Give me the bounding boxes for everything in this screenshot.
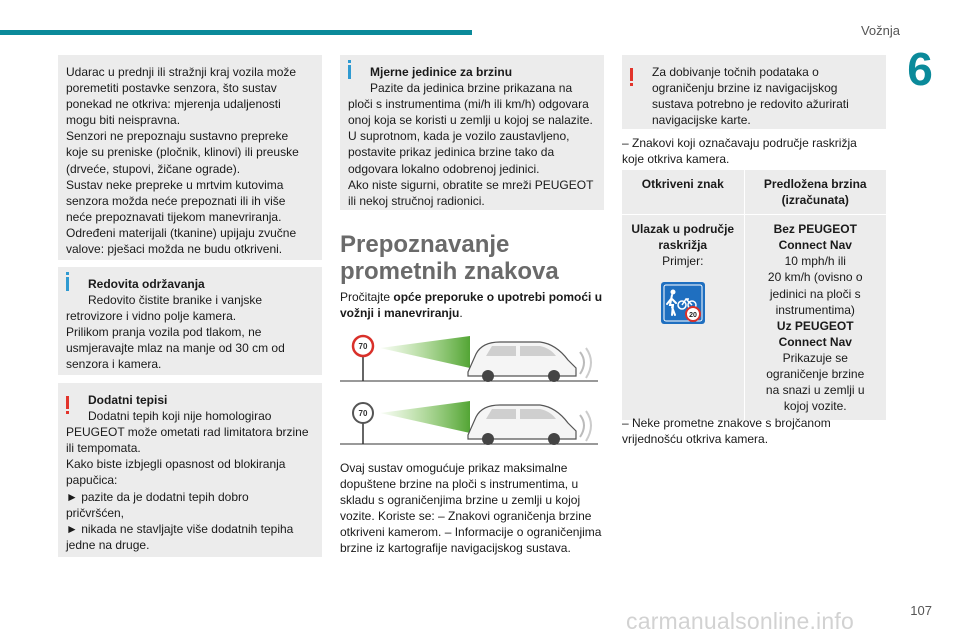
system-description: Ovaj sustav omogućuje prikaz maksimalne dopuštene brzine na ploči s instrumentima, u skladu s ograničenjima brzine u zemlji u kojoj vozite. Koriste se: – Znakovi ograničenja brzine otkriveni kamerom. – Informacije o ograničenjima brzine iz kartografije navigacijskog sustava. <box>340 461 602 556</box>
warning-icon <box>630 68 633 81</box>
camera-beam <box>380 401 470 433</box>
chapter-number: 6 <box>907 43 933 95</box>
navigation-first-line: Za dobivanje točnih podataka o <box>652 65 819 79</box>
maintenance-first-line: Redovito čistite branike i vanjske <box>88 293 263 308</box>
sign-value: 70 <box>358 342 368 351</box>
without-nav-speed: 10 mph/h ili 20 km/h (ovisno o jedinici na ploči s instrumentima) <box>767 254 863 317</box>
read-link-text: opće preporuke o upotrebi pomoći u vožnji i manevriranju <box>340 290 603 321</box>
warning-icon <box>66 396 69 409</box>
speed-units-notice <box>340 55 604 210</box>
section-heading: Prepoznavanje prometnih znakova <box>340 231 559 285</box>
with-nav-title: Uz PEUGEOT Connect Nav <box>776 318 854 349</box>
sign-value: 70 <box>358 409 368 418</box>
camera-recognition-illustration <box>340 393 598 455</box>
car-icon <box>468 405 591 445</box>
info-icon <box>348 65 351 79</box>
speed-sign-icon <box>353 403 373 423</box>
mats-warning <box>58 383 322 557</box>
detected-sign-cell <box>622 215 744 421</box>
page-number: 107 <box>910 603 932 618</box>
sensor-limitations-text: Udarac u prednji ili stražnji kraj vozila može poremetiti postavke senzora, što sustav ponekad ne otkriva: mjerenja udaljenosti mogu biti neispravna. Senzori ne prepoznaju sustavno prepreke koje su preniske (pločnik, klinovi) ili preuske (drveće, stupovi, žičane ograde). Sustav neke prepreke u mrtvim kutovima senzora možda neće prepoznati ili ih više neće prepoznavati tijekom manevriranja. Određeni materijali (tkanine) upijaju zvučne valove: pješaci možda ne budu otkriveni. <box>66 65 299 257</box>
numeric-signs-text: – Neke prometne znakove s brojčanom vrijednošću otkriva kamera. <box>622 416 831 447</box>
read-suffix: . <box>459 306 463 321</box>
mats-title: Dodatni tepisi <box>88 393 168 407</box>
speed-units-title: Mjerne jedinice za brzinu <box>370 65 513 79</box>
watermark: carmanualsonline.info <box>626 608 854 634</box>
camera-detection-illustration <box>340 330 598 392</box>
sensor-limitations-box <box>58 55 322 260</box>
shared-zone-sign-icon <box>660 281 706 325</box>
column-header-suggested-speed: Predložena brzina (izračunata) <box>744 170 886 215</box>
speed-units-content <box>348 64 594 209</box>
maintenance-title: Redovita održavanja <box>88 277 205 291</box>
read-recommendations <box>340 289 604 321</box>
navigation-warning-content <box>630 64 876 128</box>
navigation-text: ograničenju brzine iz navigacijskog sustava potrebno je redovito ažurirati navigacijske karte. <box>652 81 849 128</box>
speed-sign-icon <box>353 336 373 356</box>
sign-title: Ulazak u područje raskrižja <box>631 222 735 253</box>
column-header-detected-sign: Otkriveni znak <box>622 170 744 215</box>
sign-example-label: Primjer: <box>662 254 704 269</box>
mats-warning-content <box>66 392 312 553</box>
zone-signs-text: – Znakovi koji označavaju područje raskrižja koje otkriva kamera. <box>622 136 857 167</box>
suggested-speed-cell <box>744 215 886 421</box>
detected-signs-table <box>622 170 886 420</box>
section-title: Vožnja <box>860 23 900 38</box>
maintenance-notice-content <box>66 276 312 373</box>
with-nav-speed: Prikazuje se ograničenje brzine na snazi u zemlji u kojoj vozite. <box>765 350 865 414</box>
without-nav-title: Bez PEUGEOT Connect Nav <box>773 222 857 253</box>
speed-units-text: ploči s instrumentima (mi/h ili km/h) odgovara onoj koja se koristi u zemlji u kojoj se nalazite. U suprotnom, kada je vozilo zaustavljeno, postavite prikaz jedinica brzine tako da odgovara lokalno odobrenoj jedinici. Ako niste sigurni, obratite se mreži PEUGEOT ili nekoj stručnoj radionici. <box>348 97 594 208</box>
zone-sign-value: 20 <box>688 312 697 320</box>
mats-first-line: Dodatni tepih koji nije homologirao <box>88 409 272 424</box>
car-icon <box>468 342 591 382</box>
table-header-row <box>622 170 886 215</box>
maintenance-notice <box>58 267 322 375</box>
navigation-warning <box>622 55 886 129</box>
camera-beam <box>380 336 470 368</box>
speed-units-first-line: Pazite da jedinica brzine prikazana na <box>370 81 573 96</box>
read-prefix: Pročitajte <box>340 290 394 304</box>
mats-text: PEUGEOT može ometati rad limitatora brzine ili tempomata. Kako biste izbjegli opasnost od blokiranja papučica: ► pazite da je dodatni tepih dobro pričvršćen, ► nikada ne stavljajte više dodatnih tepiha jedne na druge. <box>66 425 309 552</box>
header-accent-bar <box>0 30 472 35</box>
table-row <box>622 215 886 421</box>
info-icon <box>66 277 69 291</box>
maintenance-text: retrovizore i vidno polje kamera. Prilikom pranja vozila pod tlakom, ne usmjeravajte mlaz na manje od 30 cm od senzora i kamera. <box>66 309 285 372</box>
